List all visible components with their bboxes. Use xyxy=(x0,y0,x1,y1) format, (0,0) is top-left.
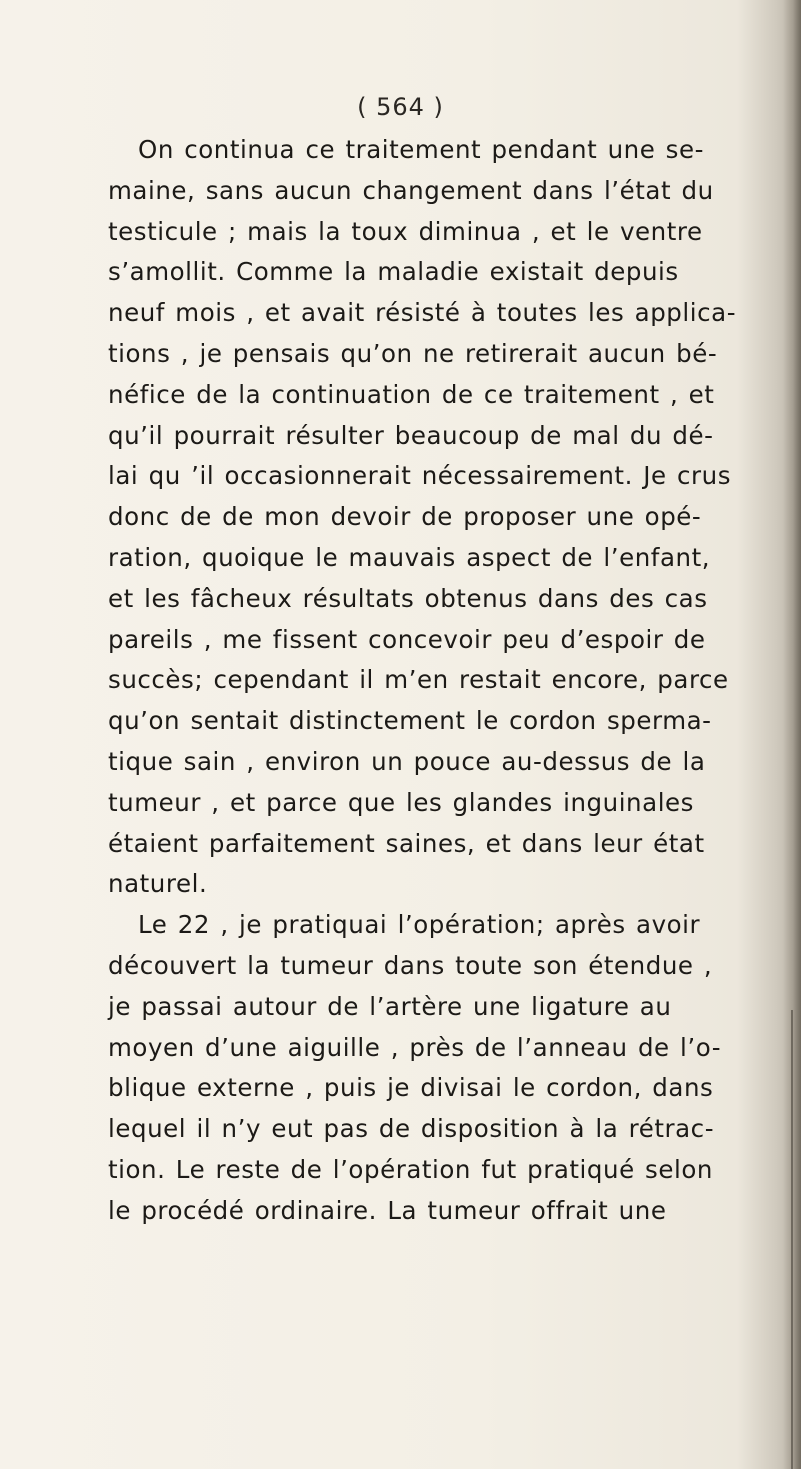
text-line: je passai autour de l’artère une ligature au xyxy=(108,991,672,1021)
text-line: s’amollit. Comme la maladie existait depuis xyxy=(108,257,679,287)
text-line: qu’on sentait distinctement le cordon sperma- xyxy=(108,706,712,736)
text-line: naturel. xyxy=(108,869,208,899)
text-line: qu’il pourrait résulter beaucoup de mal du dé- xyxy=(108,420,714,450)
text-line: découvert la tumeur dans toute son étendue , xyxy=(108,950,713,980)
text-line: Le 22 , je pratiquai l’opération; après avoir xyxy=(138,910,701,940)
text-line: moyen d’une aiguille , près de l’anneau de l’o- xyxy=(108,1032,722,1062)
text-line: lequel il n’y eut pas de disposition à la rétrac- xyxy=(108,1114,715,1144)
text-line: tique sain , environ un pouce au-dessus de la xyxy=(108,746,706,776)
text-line: On continua ce traitement pendant une se- xyxy=(138,135,705,164)
text-line: maine, sans aucun changement dans l’état du xyxy=(108,175,714,205)
text-line: tions , je pensais qu’on ne retirerait aucun bé- xyxy=(108,338,718,368)
text-line: le procédé ordinaire. La tumeur offrait une xyxy=(108,1195,667,1225)
binding-edge-line xyxy=(791,1010,793,1469)
text-line: testicule ; mais la toux diminua , et le ventre xyxy=(108,216,703,246)
text-line: succès; cependant il m’en restait encore, parce xyxy=(108,665,729,695)
text-line: pareils , me fissent concevoir peu d’espoir de xyxy=(108,624,706,654)
text-line: neuf mois , et avait résisté à toutes les applica- xyxy=(108,298,737,328)
body-text xyxy=(108,130,780,1232)
text-line: tion. Le reste de l’opération fut pratiqué selon xyxy=(108,1154,713,1184)
text-line: néfice de la continuation de ce traitement , et xyxy=(108,379,715,409)
text-line: et les fâcheux résultats obtenus dans des cas xyxy=(108,583,708,613)
text-line: lai qu ’il occasionnerait nécessairement. Je crus xyxy=(108,461,732,491)
text-line: blique externe , puis je divisai le cordon, dans xyxy=(108,1073,714,1103)
page-number: ( 564 ) xyxy=(357,93,444,121)
text-line: étaient parfaitement saines, et dans leur état xyxy=(108,828,705,858)
text-line: donc de de mon devoir de proposer une opé- xyxy=(108,502,702,532)
text-line: ration, quoique le mauvais aspect de l’enfant, xyxy=(108,542,711,572)
text-line: tumeur , et parce que les glandes inguinales xyxy=(108,787,694,817)
